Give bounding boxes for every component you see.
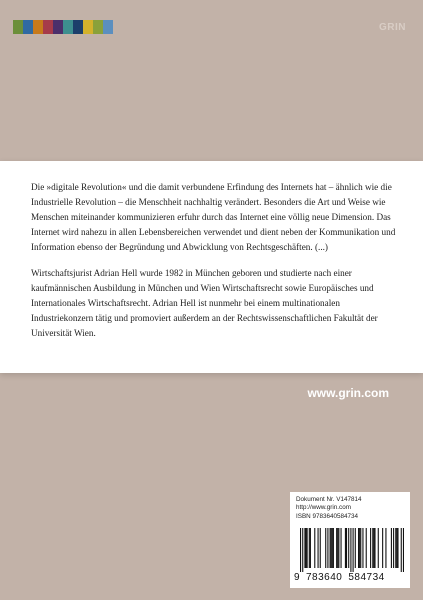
barcode-bar xyxy=(374,528,375,568)
barcode-bar xyxy=(346,528,347,568)
color-swatch xyxy=(23,20,33,34)
barcode-box xyxy=(290,492,410,588)
color-swatch xyxy=(43,20,53,34)
barcode-bar xyxy=(345,528,346,568)
color-swatch xyxy=(63,20,73,34)
barcode-bar xyxy=(309,528,310,568)
barcode-bar xyxy=(331,528,332,568)
barcode-bar xyxy=(320,528,321,568)
barcode-bar xyxy=(372,528,373,568)
barcode-bar xyxy=(373,528,374,568)
publisher-url: www.grin.com xyxy=(307,386,389,400)
barcode-bar xyxy=(382,528,383,568)
barcode-bar xyxy=(370,528,371,568)
barcode-bar xyxy=(391,528,392,568)
document-number: Dokument Nr. V147814 xyxy=(296,496,362,503)
barcode-url: http://www.grin.com xyxy=(296,504,351,512)
barcode-bar xyxy=(307,528,308,568)
color-swatch xyxy=(103,20,113,34)
barcode-digit-group-2: 584734 xyxy=(348,572,385,583)
barcode-bar xyxy=(353,528,354,572)
barcode-bar xyxy=(366,528,367,568)
barcode-bar xyxy=(302,528,303,572)
color-swatch xyxy=(93,20,103,34)
barcode-digits xyxy=(294,572,406,583)
color-strip xyxy=(13,20,113,34)
barcode-bar xyxy=(304,528,305,568)
barcode-bar xyxy=(403,528,404,572)
barcode-bar xyxy=(396,528,397,568)
barcode-digit-lead: 9 xyxy=(294,572,301,583)
barcode-bar xyxy=(318,528,319,568)
barcode-bar xyxy=(348,528,349,568)
barcode-bar xyxy=(330,528,331,568)
color-swatch xyxy=(33,20,43,34)
color-swatch xyxy=(53,20,63,34)
barcode-bar xyxy=(333,528,334,568)
barcode-bar xyxy=(314,528,315,568)
barcode-bar xyxy=(338,528,339,568)
barcode-graphic xyxy=(300,528,404,572)
barcode-bar xyxy=(360,528,361,568)
barcode-bar xyxy=(332,528,333,568)
color-swatch xyxy=(13,20,23,34)
barcode-bar xyxy=(325,528,326,568)
blurb-paragraph-author: Wirtschaftsjurist Adrian Hell wurde 1982 in München geboren und studierte nach einer kaufmännischen Ausbildung in München und Wien Wirtschaftsrecht sowie Europäisches und Internationales Wirtschaftsrecht. Adrian Hell ist nunmehr bei einem multinationalen Industriekonzern tätig und promoviert außerdem an der Rechtswissenschaftlichen Fakultät der Universität Wien. xyxy=(31,268,378,338)
barcode-bar xyxy=(327,528,328,568)
blurb-panel xyxy=(0,161,423,373)
barcode-bar xyxy=(397,528,398,568)
barcode-bar xyxy=(305,528,306,568)
barcode-bar xyxy=(300,528,301,572)
barcode-digit-group-1: 783640 xyxy=(306,572,343,583)
barcode-bar xyxy=(355,528,356,568)
barcode-bar xyxy=(378,528,379,568)
color-swatch xyxy=(83,20,93,34)
barcode-bar xyxy=(336,528,337,568)
barcode-bar xyxy=(310,528,311,568)
barcode-meta xyxy=(296,496,361,521)
cover-image-area xyxy=(0,38,423,161)
barcode-bar xyxy=(358,528,359,568)
barcode-bar xyxy=(401,528,402,572)
barcode-bar xyxy=(393,528,394,568)
blurb-paragraph-summary: Die »digitale Revolution« und die damit verbundene Erfindung des Internets hat – ähnlich wie die Industrielle Revolution – die Menschheit nachhaltig verändert. Besonders die Art und Weise wie Menschen miteinander kommunizieren erfuhr durch das Internet eine völlig neue Dimension. Das Internet wird nahezu in allen Lebensbereichen verwendet und dient neben der Kommunikation und Information ebenso der Begründung und Abwicklung von Rechtsgeschäften. (...) xyxy=(31,182,396,252)
barcode-bar xyxy=(362,528,363,568)
barcode-bar xyxy=(395,528,396,568)
isbn-line: ISBN 9783640584734 xyxy=(296,512,358,520)
barcode-bar xyxy=(350,528,351,572)
barcode-bar xyxy=(385,528,386,568)
publisher-logo: GRIN xyxy=(379,22,406,33)
barcode-bar xyxy=(359,528,360,568)
color-swatch xyxy=(73,20,83,34)
barcode-bar xyxy=(337,528,338,568)
header-bar xyxy=(0,0,423,38)
barcode-bar xyxy=(341,528,342,568)
